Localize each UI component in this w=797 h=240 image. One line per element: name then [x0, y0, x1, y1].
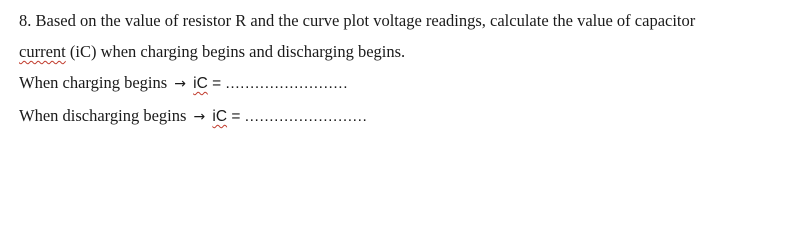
answer-charging-label: When charging begins	[19, 73, 168, 92]
equals-sign: =	[227, 108, 245, 125]
right-arrow-icon: →	[174, 76, 187, 92]
answer-blank-discharging[interactable]: .........................	[244, 108, 368, 125]
question-line-1: 8. Based on the value of resistor R and the curve plot voltage readings, calculate the value of capacitor	[19, 11, 696, 30]
equals-sign: =	[207, 75, 226, 92]
question-line-2	[19, 42, 405, 62]
answer-discharging	[19, 106, 367, 127]
answer-discharging-label: When discharging begins	[19, 106, 187, 125]
right-arrow-icon: →	[193, 109, 206, 125]
answer-blank-charging[interactable]: .........................	[225, 75, 349, 92]
current-variable: iC	[212, 108, 228, 125]
spellcheck-word: current	[19, 42, 66, 61]
question-line-2-rest: (iC) when charging begins and discharging begins.	[65, 42, 406, 61]
answer-charging	[19, 73, 348, 94]
current-variable: iC	[193, 75, 208, 92]
